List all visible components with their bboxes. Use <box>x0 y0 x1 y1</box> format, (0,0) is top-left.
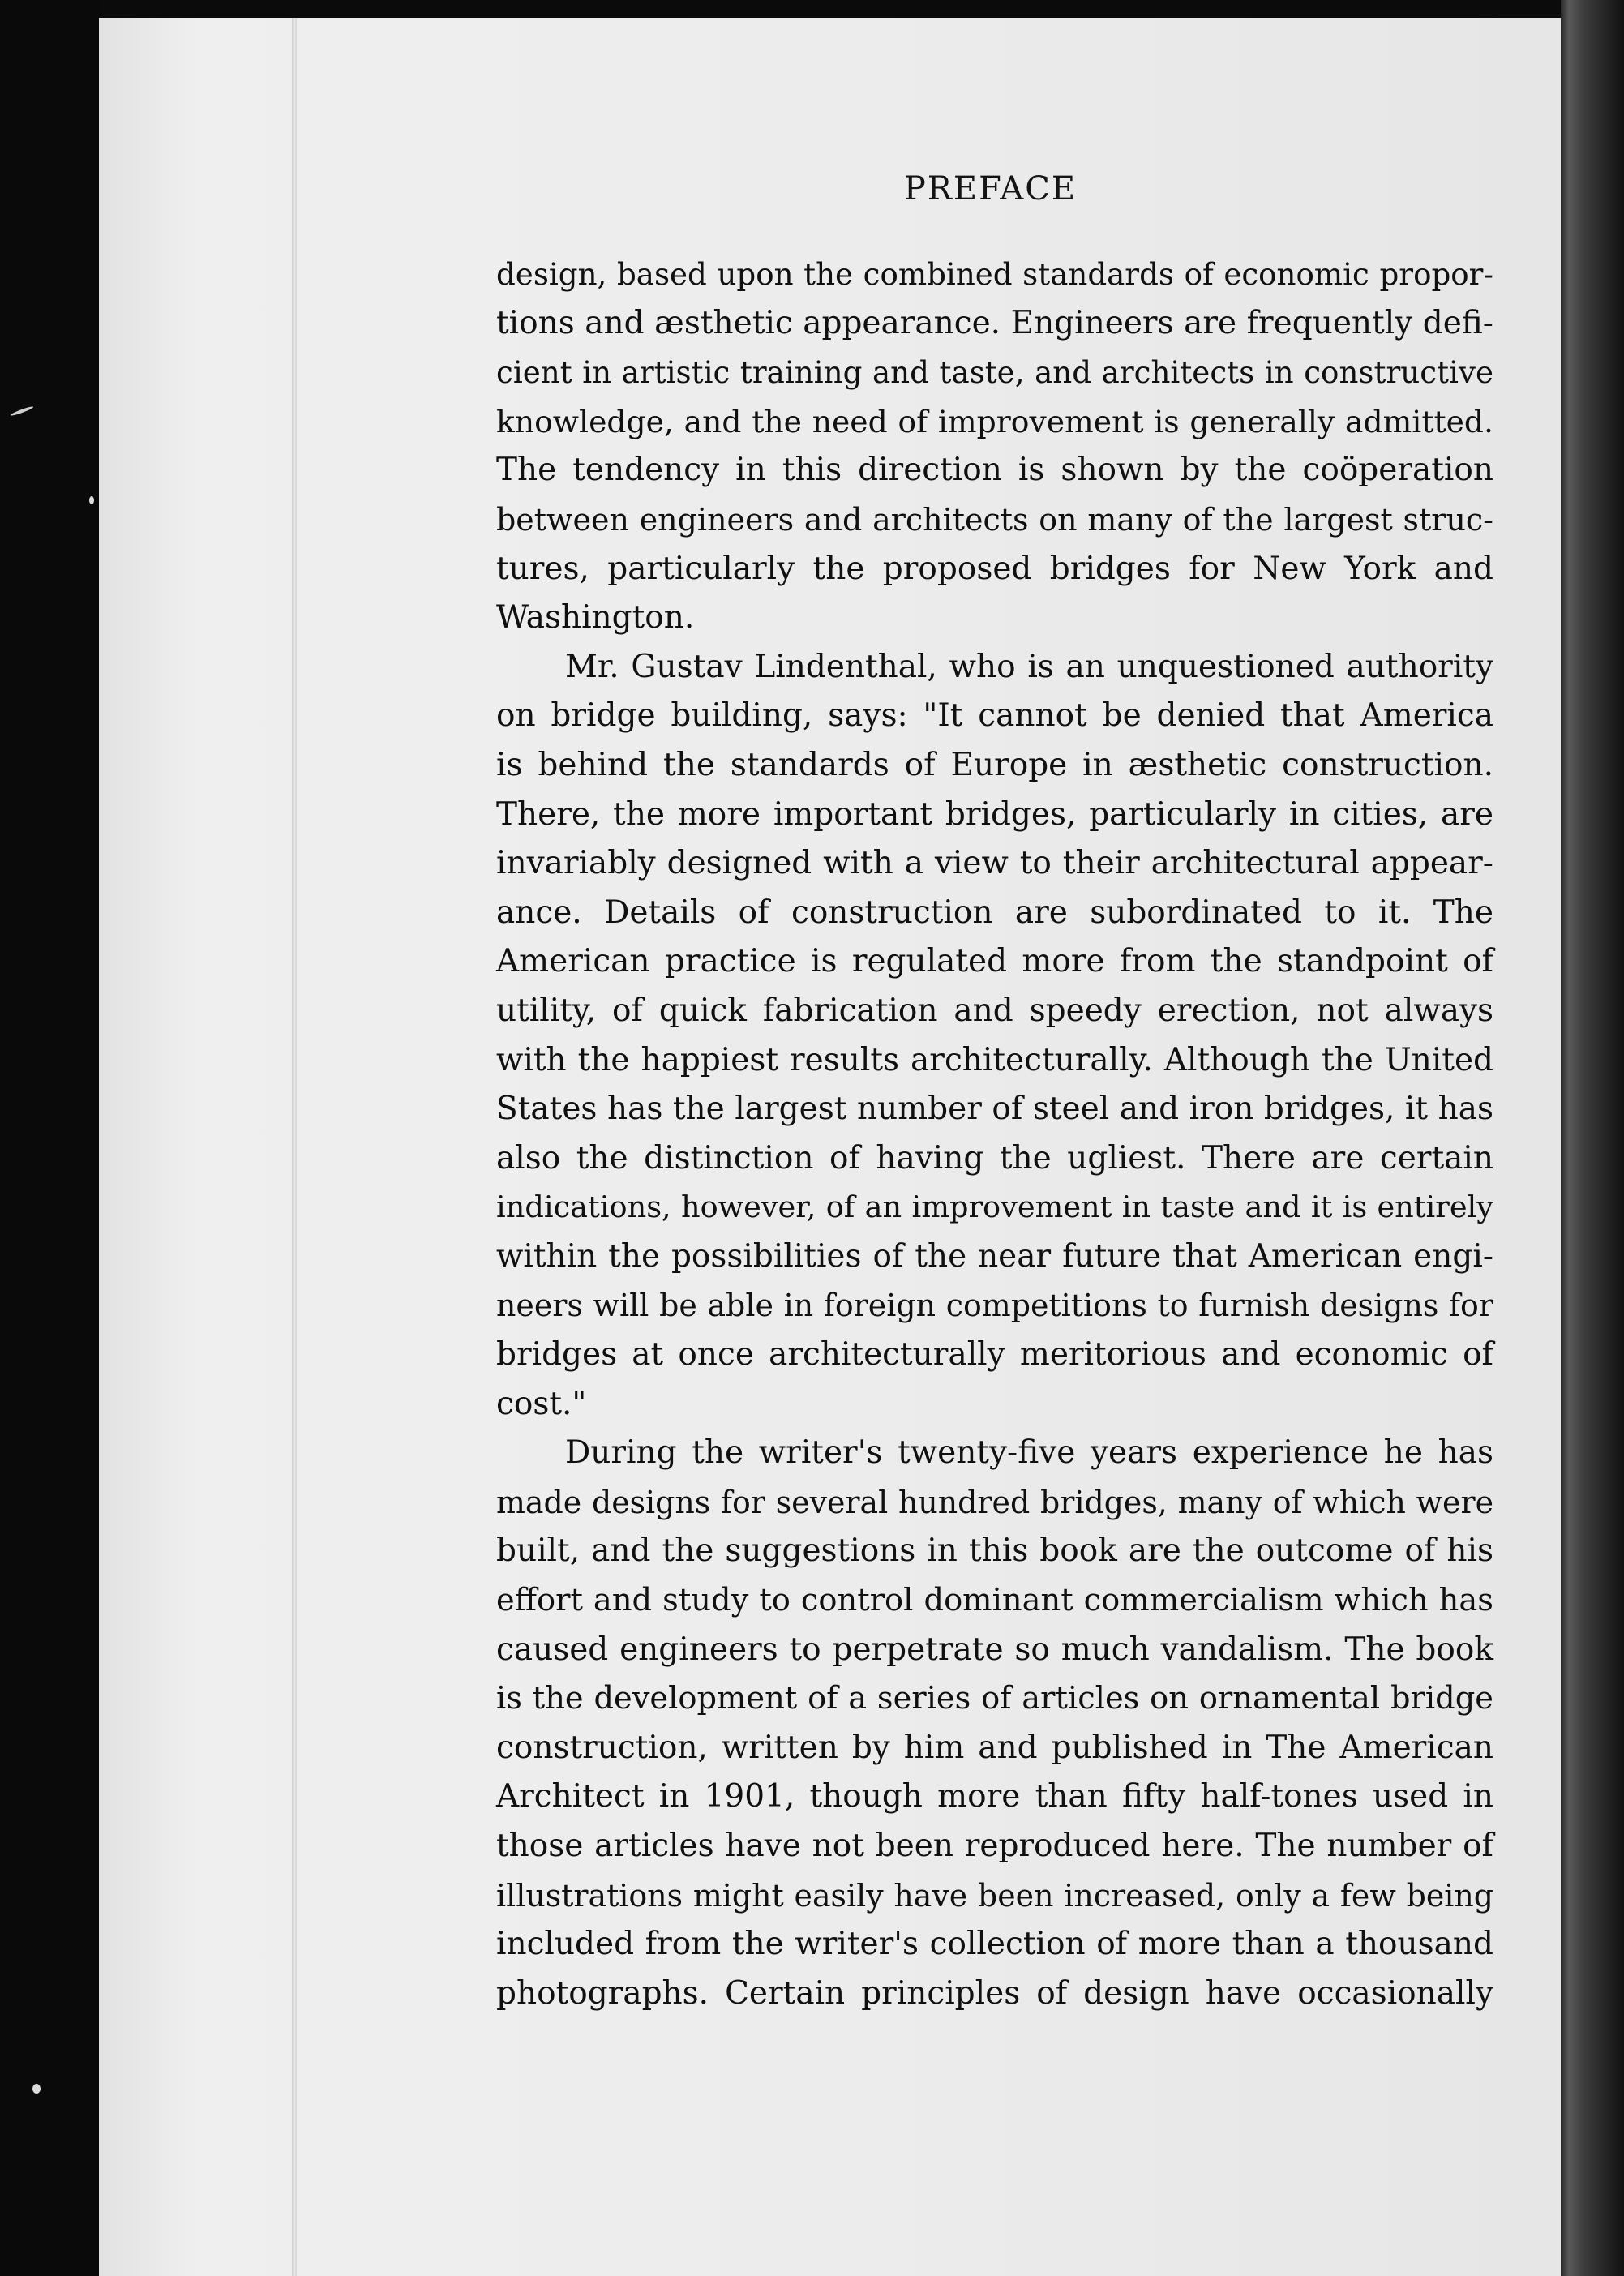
text-line: indications, however, of an improvement in taste and it is entirely <box>496 1189 1493 1225</box>
text-line: Washington. <box>496 599 695 637</box>
text-line: There, the more important bridges, particularly in cities, are <box>496 795 1493 833</box>
text-line: built, and the suggestions in this book are the outcome of his <box>496 1532 1493 1570</box>
scan-artifact <box>32 2084 41 2094</box>
text-line: States has the largest number of steel and iron bridges, it has <box>496 1091 1493 1128</box>
text-line: The tendency in this direction is shown by the coöperation <box>496 452 1493 489</box>
text-line: ance. Details of construction are subordinated to it. The <box>496 894 1493 931</box>
text-line: is the development of a series of articles on ornamental bridge <box>496 1680 1493 1717</box>
text-line: invariably designed with a view to their architectural appear- <box>496 845 1493 882</box>
scan-artifact <box>89 496 94 504</box>
text-line: tions and æsthetic appearance. Engineers are frequently defi- <box>496 304 1493 341</box>
text-line: with the happiest results architecturally. Although the United <box>496 1041 1493 1078</box>
page-fold-line <box>292 18 297 2276</box>
text-line: utility, of quick fabrication and speedy erection, not always <box>496 992 1493 1029</box>
text-line: is behind the standards of Europe in æsthetic construction. <box>496 746 1493 783</box>
text-line: Mr. Gustav Lindenthal, who is an unquestioned authority <box>565 648 1493 685</box>
text-line: effort and study to control dominant commercialism which has <box>496 1582 1493 1619</box>
text-line: also the distinction of having the ugliest. There are certain <box>496 1139 1493 1177</box>
text-line: tures, particularly the proposed bridges for New York and <box>496 550 1493 587</box>
body-text <box>496 250 1493 2018</box>
text-line: on bridge building, says: "It cannot be denied that America <box>496 697 1493 735</box>
text-line: neers will be able in foreign competitions to furnish designs for <box>496 1288 1493 1324</box>
text-line: construction, written by him and published in The American <box>496 1729 1493 1766</box>
text-line: photographs. Certain principles of design have occasionally <box>496 1974 1493 2012</box>
text-line: knowledge, and the need of improvement is generally admitted. <box>496 403 1493 439</box>
text-line: Architect in 1901, though more than fifty half-tones used in <box>496 1778 1493 1815</box>
page-title: PREFACE <box>903 170 1078 208</box>
text-line: between engineers and architects on many of the largest struc- <box>496 501 1493 538</box>
text-line: made designs for several hundred bridges, many of which were <box>496 1484 1493 1520</box>
text-line: illustrations might easily have been increased, only a few being <box>496 1877 1493 1914</box>
text-line: within the possibilities of the near future that American engi- <box>496 1237 1493 1275</box>
text-line: bridges at once architecturally meritorious and economic of <box>496 1336 1493 1374</box>
text-line: During the writer's twenty-five years experience he has <box>565 1434 1493 1472</box>
text-line: caused engineers to perpetrate so much vandalism. The book <box>496 1631 1493 1668</box>
left-dark-margin <box>0 0 99 2276</box>
page-right-edge-shadow <box>1561 0 1624 2276</box>
text-line: included from the writer's collection of more than a thousand <box>496 1926 1493 1963</box>
page-header <box>0 170 1624 208</box>
text-line: design, based upon the combined standards of economic propor- <box>496 256 1493 292</box>
text-line: cost." <box>496 1385 587 1422</box>
text-line: American practice is regulated more from the standpoint of <box>496 943 1493 980</box>
text-line: cient in artistic training and taste, and architects in constructive <box>496 354 1493 391</box>
text-line: those articles have not been reproduced here. The number of <box>496 1828 1493 1864</box>
